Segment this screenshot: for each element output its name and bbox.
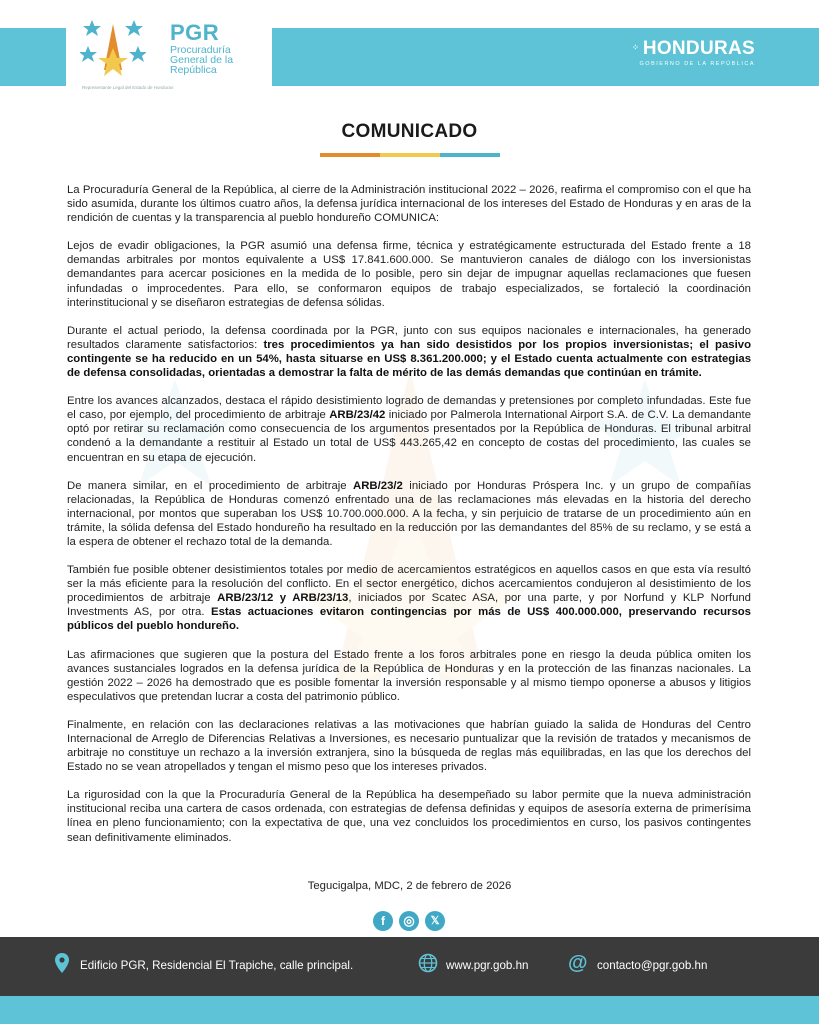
paragraph-text: De manera similar, en el procedimiento de arbitraje (67, 479, 354, 492)
government-subtitle: GOBIERNO DE LA REPÚBLICA (639, 61, 755, 67)
at-sign-icon: @ (568, 952, 588, 974)
place-date: Tegucigalpa, MDC, 2 de febrero de 2026 (307, 880, 512, 892)
paragraph (67, 394, 751, 464)
footer-email[interactable]: contacto@pgr.gob.hn (597, 959, 708, 972)
paragraph: Lejos de evadir obligaciones, la PGR asumió una defensa firme, técnica y estratégicamente estructurada del Estado frente a 18 demandas arbitrales por montos equivalente a US$ 17.841.600.000. Se mantuvieron canales de diálogo con los inversionistas demandantes para acercar posiciones en la medida de lo posible, pero sin dejar de impugnar aquellas reclamaciones que fuesen infundadas o improcedentes. Para ello, se conformaron equipos de trabajo especializados, se fortaleció la coordinación interinstitucional y se diseñaron estrategias de defensa sólidas. (67, 240, 751, 309)
title-underline-yellow (380, 153, 440, 157)
paragraph: Finalmente, en relación con las declaraciones relativas a las motivaciones que habrían guiado la salida de Honduras del Centro Internacional de Arreglo de Diferencias Relativas a Inversiones, es necesario puntualizar que la revisión de tratados y mecanismos de arbitraje no constituye un rechazo a la inversión extranjera, sino la búsqueda de reglas más equilibradas, en las que los derechos del Estado no se vean atropellados y tengan el mismo peso que los intereses privados. (67, 718, 751, 774)
logo-name-line: República (170, 64, 217, 76)
paragraph (67, 563, 751, 633)
logo-name (170, 45, 270, 75)
paragraph: La rigurosidad con la que la Procuraduría General de la República ha desempeñado su labor permite que la nueva administración institucional reciba una cartera de casos ordenada, con estrategias de defensa definidas y equipos de asesoría externa de primerísima línea en pleno funcionamiento; con la expectativa de que, una vez concluidos los procedimientos en curso, los pasivos contingentes sean definitivamente eliminados. (67, 789, 751, 844)
paragraph-bold: tres procedimientos ya han sido desistidos por los propios inversionistas; el pasivo contingente se ha reducido en un 54%, hasta situarse en US$ 8.361.200.000; y el Estado cuenta actualmente con estrategias de defensa consolidadas, orientadas a demostrar la falta de mérito de las demás demandas que continúan en trámite. (67, 338, 751, 380)
facebook-icon[interactable]: f (373, 911, 393, 931)
pgr-logo[interactable] (66, 0, 272, 98)
paragraph-text: Durante el actual periodo, la defensa coordinada por la PGR, junto con sus equipos nacionales e internacionales, ha generado resultados claramente satisfactorios: (67, 324, 751, 351)
paragraph-text: También fue posible obtener desistimientos totales por medio de acercamientos estratégicos en aquellos casos en que esta vía resultó ser la más eficiente para la resolución del conflicto. En el sector energético, dichos acercamientos condujeron al desistimiento de los procedimientos de arbitraje (67, 564, 751, 605)
title-underline-orange (320, 153, 380, 157)
x-icon[interactable]: 𝕏 (425, 911, 445, 931)
paragraph: Las afirmaciones que sugieren que la postura del Estado frente a los foros arbitrales pone en riesgo la deuda pública omiten los avances sustanciales logrados en la defensa jurídica de la República de Honduras y en la protección de las finanzas nacionales. La gestión 2022 – 2026 ha demostrado que es posible fomentar la inversión responsable y al mismo tiempo oponerse a abusos y litigios especulativos que pretendan lucrar a costa del patrimonio público. (67, 648, 751, 703)
stars-icon: ⁘ (632, 43, 640, 52)
document-title: COMUNICADO (341, 121, 478, 142)
logo-tagline: Representante Legal del Estado de Honduras (82, 85, 174, 90)
footer (0, 937, 819, 996)
instagram-icon[interactable]: ◎ (399, 911, 419, 931)
footer-website[interactable]: www.pgr.gob.hn (446, 959, 529, 972)
paragraph-text: Entre los avances alcanzados, destaca el rápido desistimiento logrado de demandas y pretensiones por completo infundadas. Este fue el caso, por ejemplo, del procedimiento de arbitraje (67, 395, 751, 422)
paragraph (67, 479, 751, 549)
case-number: ARB/23/42 (329, 409, 386, 422)
paragraph-bold: Estas actuaciones evitaron contingencias por más de US$ 400.000.000, preservando recursos públicos del pueblo hondureño. (67, 606, 751, 633)
paragraph (67, 324, 751, 380)
footer-address: Edificio PGR, Residencial El Trapiche, calle principal. (80, 959, 354, 972)
case-number: ARB/23/12 y ARB/23/13 (217, 592, 349, 605)
paragraph: La Procuraduría General de la República, al cierre de la Administración institucional 2022 – 2026, reafirma el compromiso con el que ha sido asumida, durante los últimos cuatro años, la defensa jurídica internacional de los intereses del Estado de Honduras y en aras de la rendición de cuentas y la transparencia al pueblo hondureño COMUNICA: (67, 184, 751, 225)
paragraph-text: iniciado por Palmerola International Airport S.A. de C.V. La demandante optó por retirar su reclamación como consecuencia de los argumentos presentados por la República de Honduras. El tribunal arbitral condenó a la demandante a restituir al Estado un total de US$ 443.265,42 en concepto de costas del procedimiento, las cuales se encuentran en su etapa de ejecución. (67, 409, 752, 464)
case-number: ARB/23/2 (353, 479, 403, 492)
footer-bottom-band (0, 996, 819, 1024)
government-logo[interactable] (632, 38, 755, 67)
logo-acronym: PGR (170, 20, 220, 45)
logo-name-line: General de la (170, 54, 234, 66)
document-body (67, 183, 751, 859)
government-name-row (632, 38, 755, 60)
pgr-stars-icon (80, 18, 146, 80)
paragraph-text: iniciado por Honduras Próspera Inc. y un grupo de compañías relacionadas, la República de Honduras comenzó enfrentado una de las reclamaciones más elevadas en la historia del derecho internacional, por montos que superaban los US$ 10.700.000.000. A la fecha, y sin perjuicio de tratarse de un procedimiento aún en trámite, la sólida defensa del Estado hondureño ha resultado en la reducción por las demandantes del 85% de su reclamo, y se está a la espera de obtener el rechazo total de la demanda. (67, 479, 751, 548)
globe-icon (418, 953, 438, 973)
title-underline-blue (440, 153, 500, 157)
paragraph-text: , iniciados por Scatec ASA, por una parte, y por Norfund y KLP Norfund Investments AS, por otra. (67, 592, 751, 619)
logo-name-line: Procuraduría (170, 44, 231, 56)
government-name: HONDURAS (642, 38, 755, 59)
location-pin-icon (55, 953, 69, 975)
